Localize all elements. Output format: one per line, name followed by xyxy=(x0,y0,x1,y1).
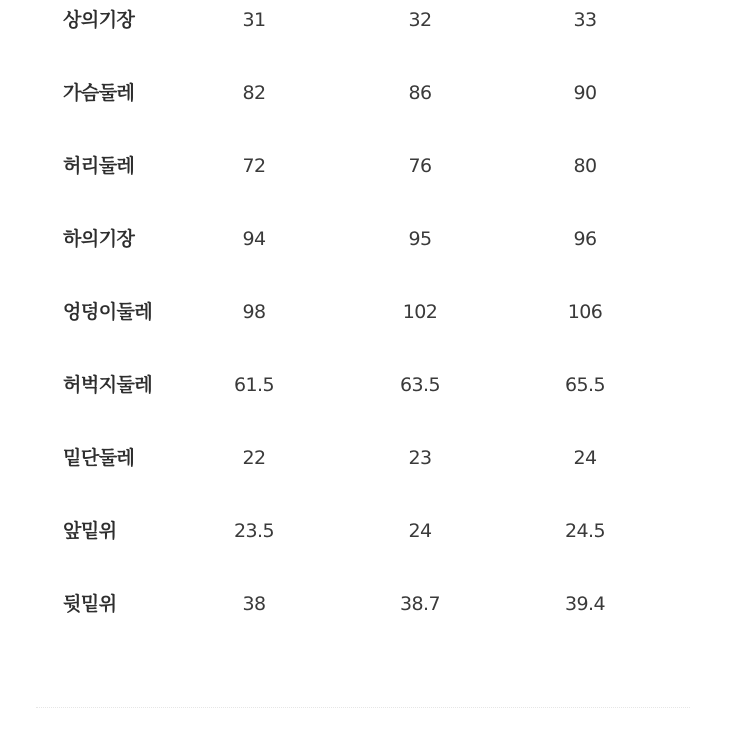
table-row-waist xyxy=(0,151,731,181)
row-value-size-3: 24.5 xyxy=(565,520,605,542)
table-row-front-rise xyxy=(0,516,731,546)
row-label: 뒷밑위 xyxy=(63,593,117,615)
row-value-size-1: 98 xyxy=(242,301,266,323)
table-row-hip xyxy=(0,297,731,327)
row-value-size-2: 32 xyxy=(408,9,432,31)
table-row-top-length xyxy=(0,5,731,35)
row-value-size-1: 38 xyxy=(242,593,266,615)
row-label: 가슴둘레 xyxy=(63,82,135,104)
row-value-size-3: 80 xyxy=(573,155,597,177)
row-value-size-1: 82 xyxy=(242,82,266,104)
row-value-size-2: 38.7 xyxy=(400,593,440,615)
row-value-size-2: 63.5 xyxy=(400,374,440,396)
row-value-size-3: 33 xyxy=(573,9,597,31)
row-label: 허벅지둘레 xyxy=(63,374,153,396)
row-value-size-3: 65.5 xyxy=(565,374,605,396)
row-label: 앞밑위 xyxy=(63,520,117,542)
row-value-size-2: 86 xyxy=(408,82,432,104)
row-value-size-2: 76 xyxy=(408,155,432,177)
row-value-size-1: 72 xyxy=(242,155,266,177)
section-divider xyxy=(36,707,690,708)
row-value-size-1: 23.5 xyxy=(234,520,274,542)
row-label: 허리둘레 xyxy=(63,155,135,177)
row-label: 밑단둘레 xyxy=(63,447,135,469)
row-value-size-3: 24 xyxy=(573,447,597,469)
row-value-size-3: 39.4 xyxy=(565,593,605,615)
row-label: 하의기장 xyxy=(63,228,135,250)
row-label: 상의기장 xyxy=(63,9,135,31)
row-value-size-2: 102 xyxy=(402,301,438,323)
row-value-size-3: 106 xyxy=(567,301,603,323)
row-value-size-2: 95 xyxy=(408,228,432,250)
row-value-size-1: 94 xyxy=(242,228,266,250)
row-label: 엉덩이둘레 xyxy=(63,301,153,323)
row-value-size-1: 22 xyxy=(242,447,266,469)
table-row-bottom-length xyxy=(0,224,731,254)
table-row-back-rise xyxy=(0,589,731,619)
table-row-thigh xyxy=(0,370,731,400)
row-value-size-1: 61.5 xyxy=(234,374,274,396)
table-row-chest xyxy=(0,78,731,108)
row-value-size-1: 31 xyxy=(242,9,266,31)
row-value-size-2: 24 xyxy=(408,520,432,542)
table-row-hem xyxy=(0,443,731,473)
row-value-size-3: 90 xyxy=(573,82,597,104)
row-value-size-2: 23 xyxy=(408,447,432,469)
row-value-size-3: 96 xyxy=(573,228,597,250)
